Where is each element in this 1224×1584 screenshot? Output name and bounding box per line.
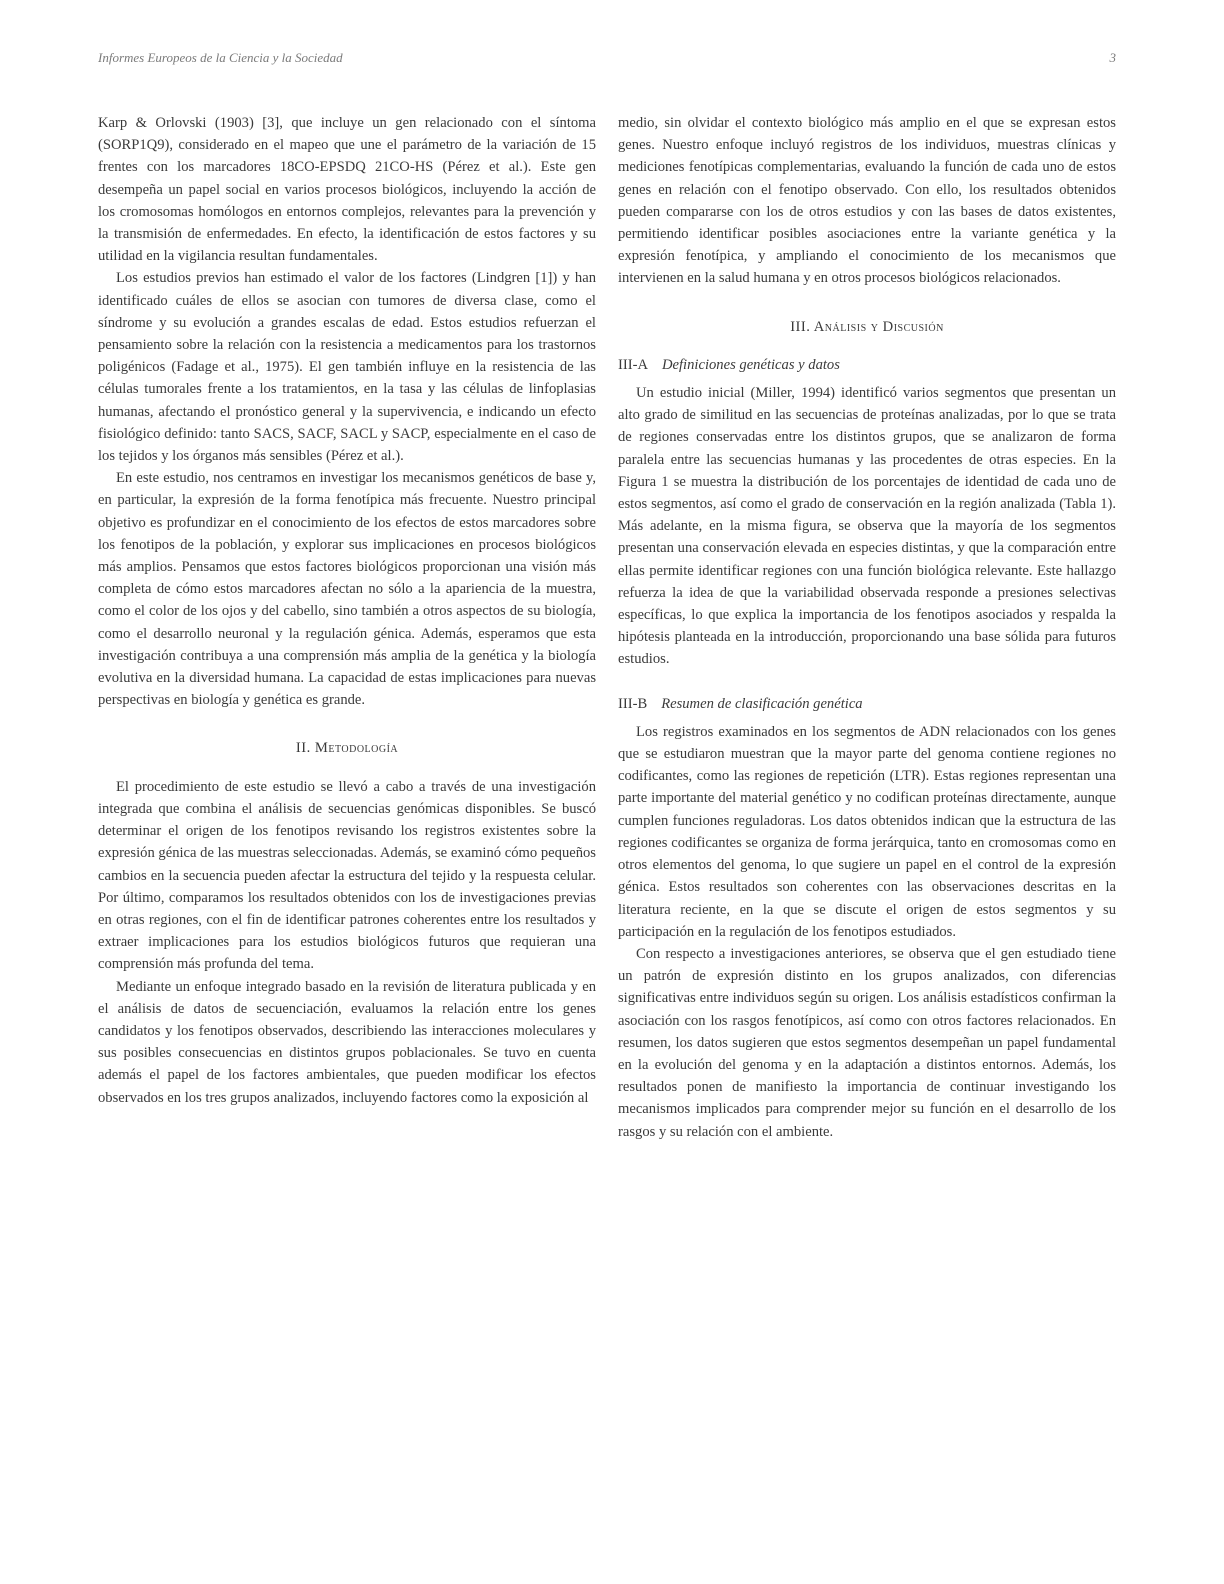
journal-title: Informes Europeos de la Ciencia y la Sociedad <box>98 50 343 65</box>
body-paragraph: Karp & Orlovski (1903) [3], que incluye un gen relacionado con el síntoma (SORP1Q9), considerado en el mapeo que une el parámetro de la variación de 15 frentes con los marcadores 18CO-EPSDQ 21CO-HS (Pérez et al.). Este gen desempeña un papel social en varios procesos biológicos, incluyendo la acción de los cromosomas homólogos en entornos complejos, relevantes para la prevención y la transmisión de enfermedades. En efecto, la identificación de estos factores y su utilidad en la vigilancia resultan fundamentales. <box>98 115 596 265</box>
body-paragraph: Con respecto a investigaciones anteriores, se observa que el gen estudiado tiene un patrón de expresión distinto en los grupos analizados, con diferencias significativas entre individuos según su origen. Los análisis estadísticos confirman la asociación con los rasgos fenotípicos, así como con otros factores relacionados. En resumen, los datos sugieren que estos segmentos desempeñan un papel fundamental en la evolución del genoma y en la adaptación a distintos entornos. Además, los resultados ponen de manifiesto la importancia de continuar investigando los mecanismos implicados para comprender mejor su función en el desarrollo de los rasgos y su relación con el ambiente. <box>618 945 1116 1140</box>
left-column <box>98 112 596 1109</box>
subsection-number: III-A <box>618 356 648 373</box>
section-heading: III. Análisis y Discusión <box>790 318 944 335</box>
subsection-heading <box>618 354 1116 376</box>
body-paragraph: Los registros examinados en los segmentos de ADN relacionados con los genes que se estudiaron muestran que la mayor parte del genoma contiene regiones no codificantes, como las regiones de repetición (LTR). Estas regiones representan una parte importante del material genético y no codifican proteínas directamente, aunque cumplen funciones reguladoras. Los datos obtenidos indican que la estructura de las regiones codificantes se organiza de forma jerárquica, tanto en cromosomas como en otros elementos del genoma, lo que sugiere un papel en el control de la expresión génica. Estos resultados son coherentes con las observaciones descritas en la literatura reciente, en la que se discute el origen de estos segmentos y su participación en la regulación de los fenotipos estudiados. <box>618 723 1116 940</box>
body-paragraph: medio, sin olvidar el contexto biológico más amplio en el que se expresan estos genes. Nuestro enfoque incluyó registros de los individuos, muestras clínicas y mediciones fenotípicas complementarias, evaluando la función de cada uno de estos genes en relación con el fenotipo observado. Con ello, los resultados obtenidos pueden compararse con los de otros estudios y con las bases de datos existentes, permitiendo identificar posibles asociaciones entre la variante genética y la expresión fenotípica, y ampliando el conocimiento de los mecanismos que intervienen en la salud humana y en otros procesos biológicos relacionados. <box>618 115 1116 287</box>
body-paragraph: En este estudio, nos centramos en investigar los mecanismos genéticos de base y, en particular, la expresión de la forma fenotípica más frecuente. Nuestro principal objetivo es profundizar en el conocimiento de los efectos de estos marcadores sobre los fenotipos de la población, y explorar sus implicaciones en procesos biológicos más amplios. Pensamos que estos factores biológicos proporcionan una visión más completa de cómo estos marcadores afectan no sólo a la apariencia de la muestra, como el color de los ojos y del cabello, sino también a otros aspectos de su biología, como el desarrollo neuronal y la regulación génica. Además, esperamos que esta investigación contribuya a una comprensión más amplia de la genética y la biología evolutiva en la diversidad humana. La capacidad de estas implicaciones para nuevas perspectivas en biología y genética es grande. <box>98 470 596 709</box>
body-paragraph: Los estudios previos han estimado el valor de los factores (Lindgren [1]) y han identificado cuáles de ellos se asocian con tumores de diversa clase, como el síndrome y su evolución a grandes escalas de edad. Estos estudios refuerzan el pensamiento sobre la relación con la resistencia a medicamentos para los trastornos poligénicos (Fadage et al., 1975). El gen también influye en la resistencia de las células tumorales frente a los tratamientos, en la tasa y las células de linfoplasias humanas, afectando el pronóstico general y la supervivencia, e indicando un efecto fisiológico definido: tanto SACS, SACF, SACL y SACP, especialmente en el caso de los tejidos y los órganos más sensibles (Pérez et al.). <box>98 270 596 465</box>
subsection-title: Definiciones genéticas y datos <box>661 356 840 373</box>
subsection-title: Resumen de clasificación genética <box>661 695 863 712</box>
subsection-heading <box>618 693 1116 715</box>
page-number: 3 <box>1109 50 1116 65</box>
right-column <box>618 112 1116 1143</box>
body-paragraph: Un estudio inicial (Miller, 1994) identificó varios segmentos que presentan un alto grado de similitud en las secuencias de proteínas analizadas, por lo que se trata de regiones conservadas entre los distintos grupos, que se analizaron de forma paralela entre las secuencias humanas y las procedentes de otras especies. En la Figura 1 se muestra la distribución de los porcentajes de identidad de cada uno de estos segmentos, así como el grado de conservación en la región analizada (Tabla 1). Más adelante, en la misma figura, se observa que la mayoría de los segmentos presentan una conservación elevada en especies distintas, y que la comparación entre ellas permite identificar regiones con una función biológica relevante. Este hallazgo refuerza la idea de que la variabilidad observada responde a presiones selectivas específicas, lo que explica la importancia de los fenotipos asociados y respalda la hipótesis planteada en la introducción, proporcionando una base sólida para futuros estudios. <box>618 385 1116 668</box>
body-paragraph: Mediante un enfoque integrado basado en la revisión de literatura publicada y en el análisis de datos de secuenciación, evaluamos la relación entre los genes candidatos y los fenotipos observados, describiendo las interacciones moleculares y sus posibles consecuencias en distintos grupos poblacionales. Se tuvo en cuenta además el papel de los factores ambientales, que pueden modificar los efectos observados en los tres grupos analizados, incluyendo factores como la exposición al <box>98 978 596 1106</box>
body-paragraph: El procedimiento de este estudio se llevó a cabo a través de una investigación integrada que combina el análisis de secuencias genómicas disponibles. Se buscó determinar el origen de los fenotipos revisando los registros existentes sobre la expresión génica de las muestras seleccionadas. Además, se examinó cómo pequeños cambios en la secuencia pueden afectar la estructura del tejido y la respuesta celular. Por último, comparamos los resultados obtenidos con los de investigaciones previas en otras regiones, con el fin de identificar patrones coherentes entre los resultados y extraer implicaciones para los estudios biológicos futuros que requieran una comprensión más profunda del tema. <box>98 778 596 973</box>
section-heading: II. Metodología <box>295 740 399 757</box>
subsection-number: III-B <box>618 695 648 712</box>
running-header <box>98 50 1116 66</box>
